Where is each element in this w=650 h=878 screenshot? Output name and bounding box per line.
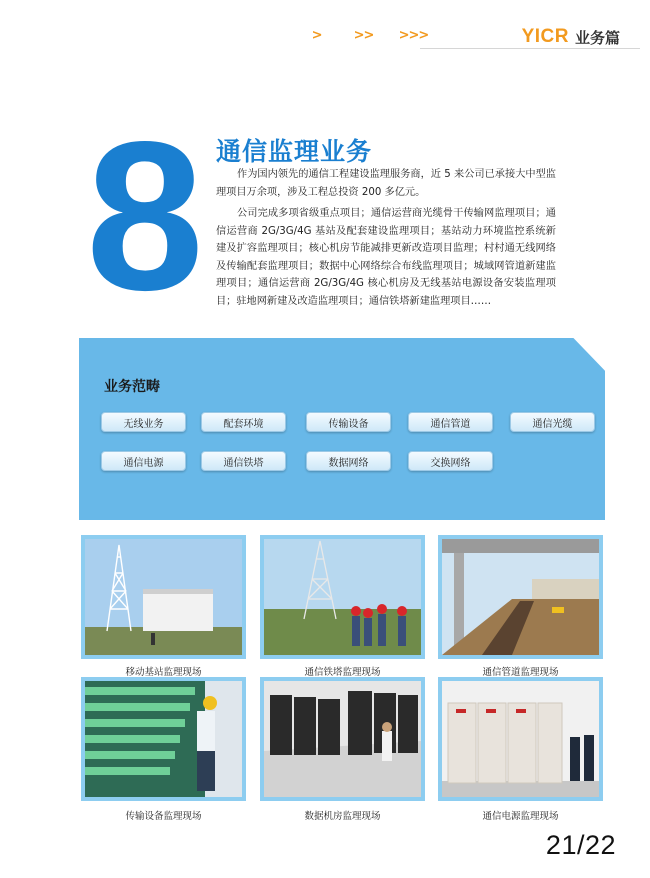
datacenter-photo [260, 677, 425, 801]
photo-caption: 通信铁塔监理现场 [304, 667, 381, 678]
chevron-icon: > [311, 28, 322, 43]
page-header [311, 26, 620, 48]
scope-button-cable[interactable]: 通信光缆 [510, 412, 595, 432]
photo-caption: 数据机房监理现场 [304, 811, 381, 822]
pipeline-photo [438, 535, 603, 659]
page-number: 21/22 [545, 830, 616, 860]
scope-button-pipeline[interactable]: 通信管道 [408, 412, 493, 432]
scope-button-wireless[interactable]: 无线业务 [101, 412, 186, 432]
tower-photo [260, 535, 425, 659]
brand-logo-text: YICR [521, 26, 569, 47]
scope-button-switching[interactable]: 交换网络 [408, 451, 493, 471]
scope-button-transmission[interactable]: 传输设备 [306, 412, 391, 432]
chevron-icon: >> [353, 28, 374, 43]
scope-button-datanet[interactable]: 数据网络 [306, 451, 391, 471]
page-title: 通信监理业务 [216, 137, 373, 166]
photo-caption: 传输设备监理现场 [125, 811, 202, 822]
chevron-icon: >>> [398, 28, 429, 43]
intro-paragraph: 作为国内领先的通信工程建设监理服务商，近 5 来公司已承接大中型监理项目万余项，涉及工程总投资 200 多亿元。 [216, 169, 556, 198]
header-divider [420, 48, 640, 49]
transmission-photo [81, 677, 246, 801]
section-title: 业务篇 [574, 28, 620, 47]
power-photo [438, 677, 603, 801]
scope-button-environment[interactable]: 配套环境 [201, 412, 286, 432]
scope-button-power[interactable]: 通信电源 [101, 451, 186, 471]
photo-caption: 通信管道监理现场 [482, 667, 559, 678]
projects-paragraph: 公司完成多项省级重点项目；通信运营商光缆骨干传输网监理项目；通信运营商 2G/3G/4G 基站及配套建设监理项目；基站动力环境监控系统新建及扩容监理项目；核心机房节能减排更新改造项目监理；村村通无线网络及传输配套监理项目；数据中心网络综合布线监理项目；城域网管道新建监理项目；通信运营商 2G/3G/4G 核心机房及无线基站电源设备安装监理项目；驻地网新建及改造监理项目；通信铁塔新建监理项目…… [216, 208, 556, 307]
photo-caption: 通信电源监理现场 [482, 811, 559, 822]
photo-caption: 移动基站监理现场 [125, 667, 202, 678]
scope-title: 业务范畴 [104, 379, 160, 395]
base-station-photo [81, 535, 246, 659]
section-number: 8 [86, 97, 198, 334]
scope-button-tower[interactable]: 通信铁塔 [201, 451, 286, 471]
